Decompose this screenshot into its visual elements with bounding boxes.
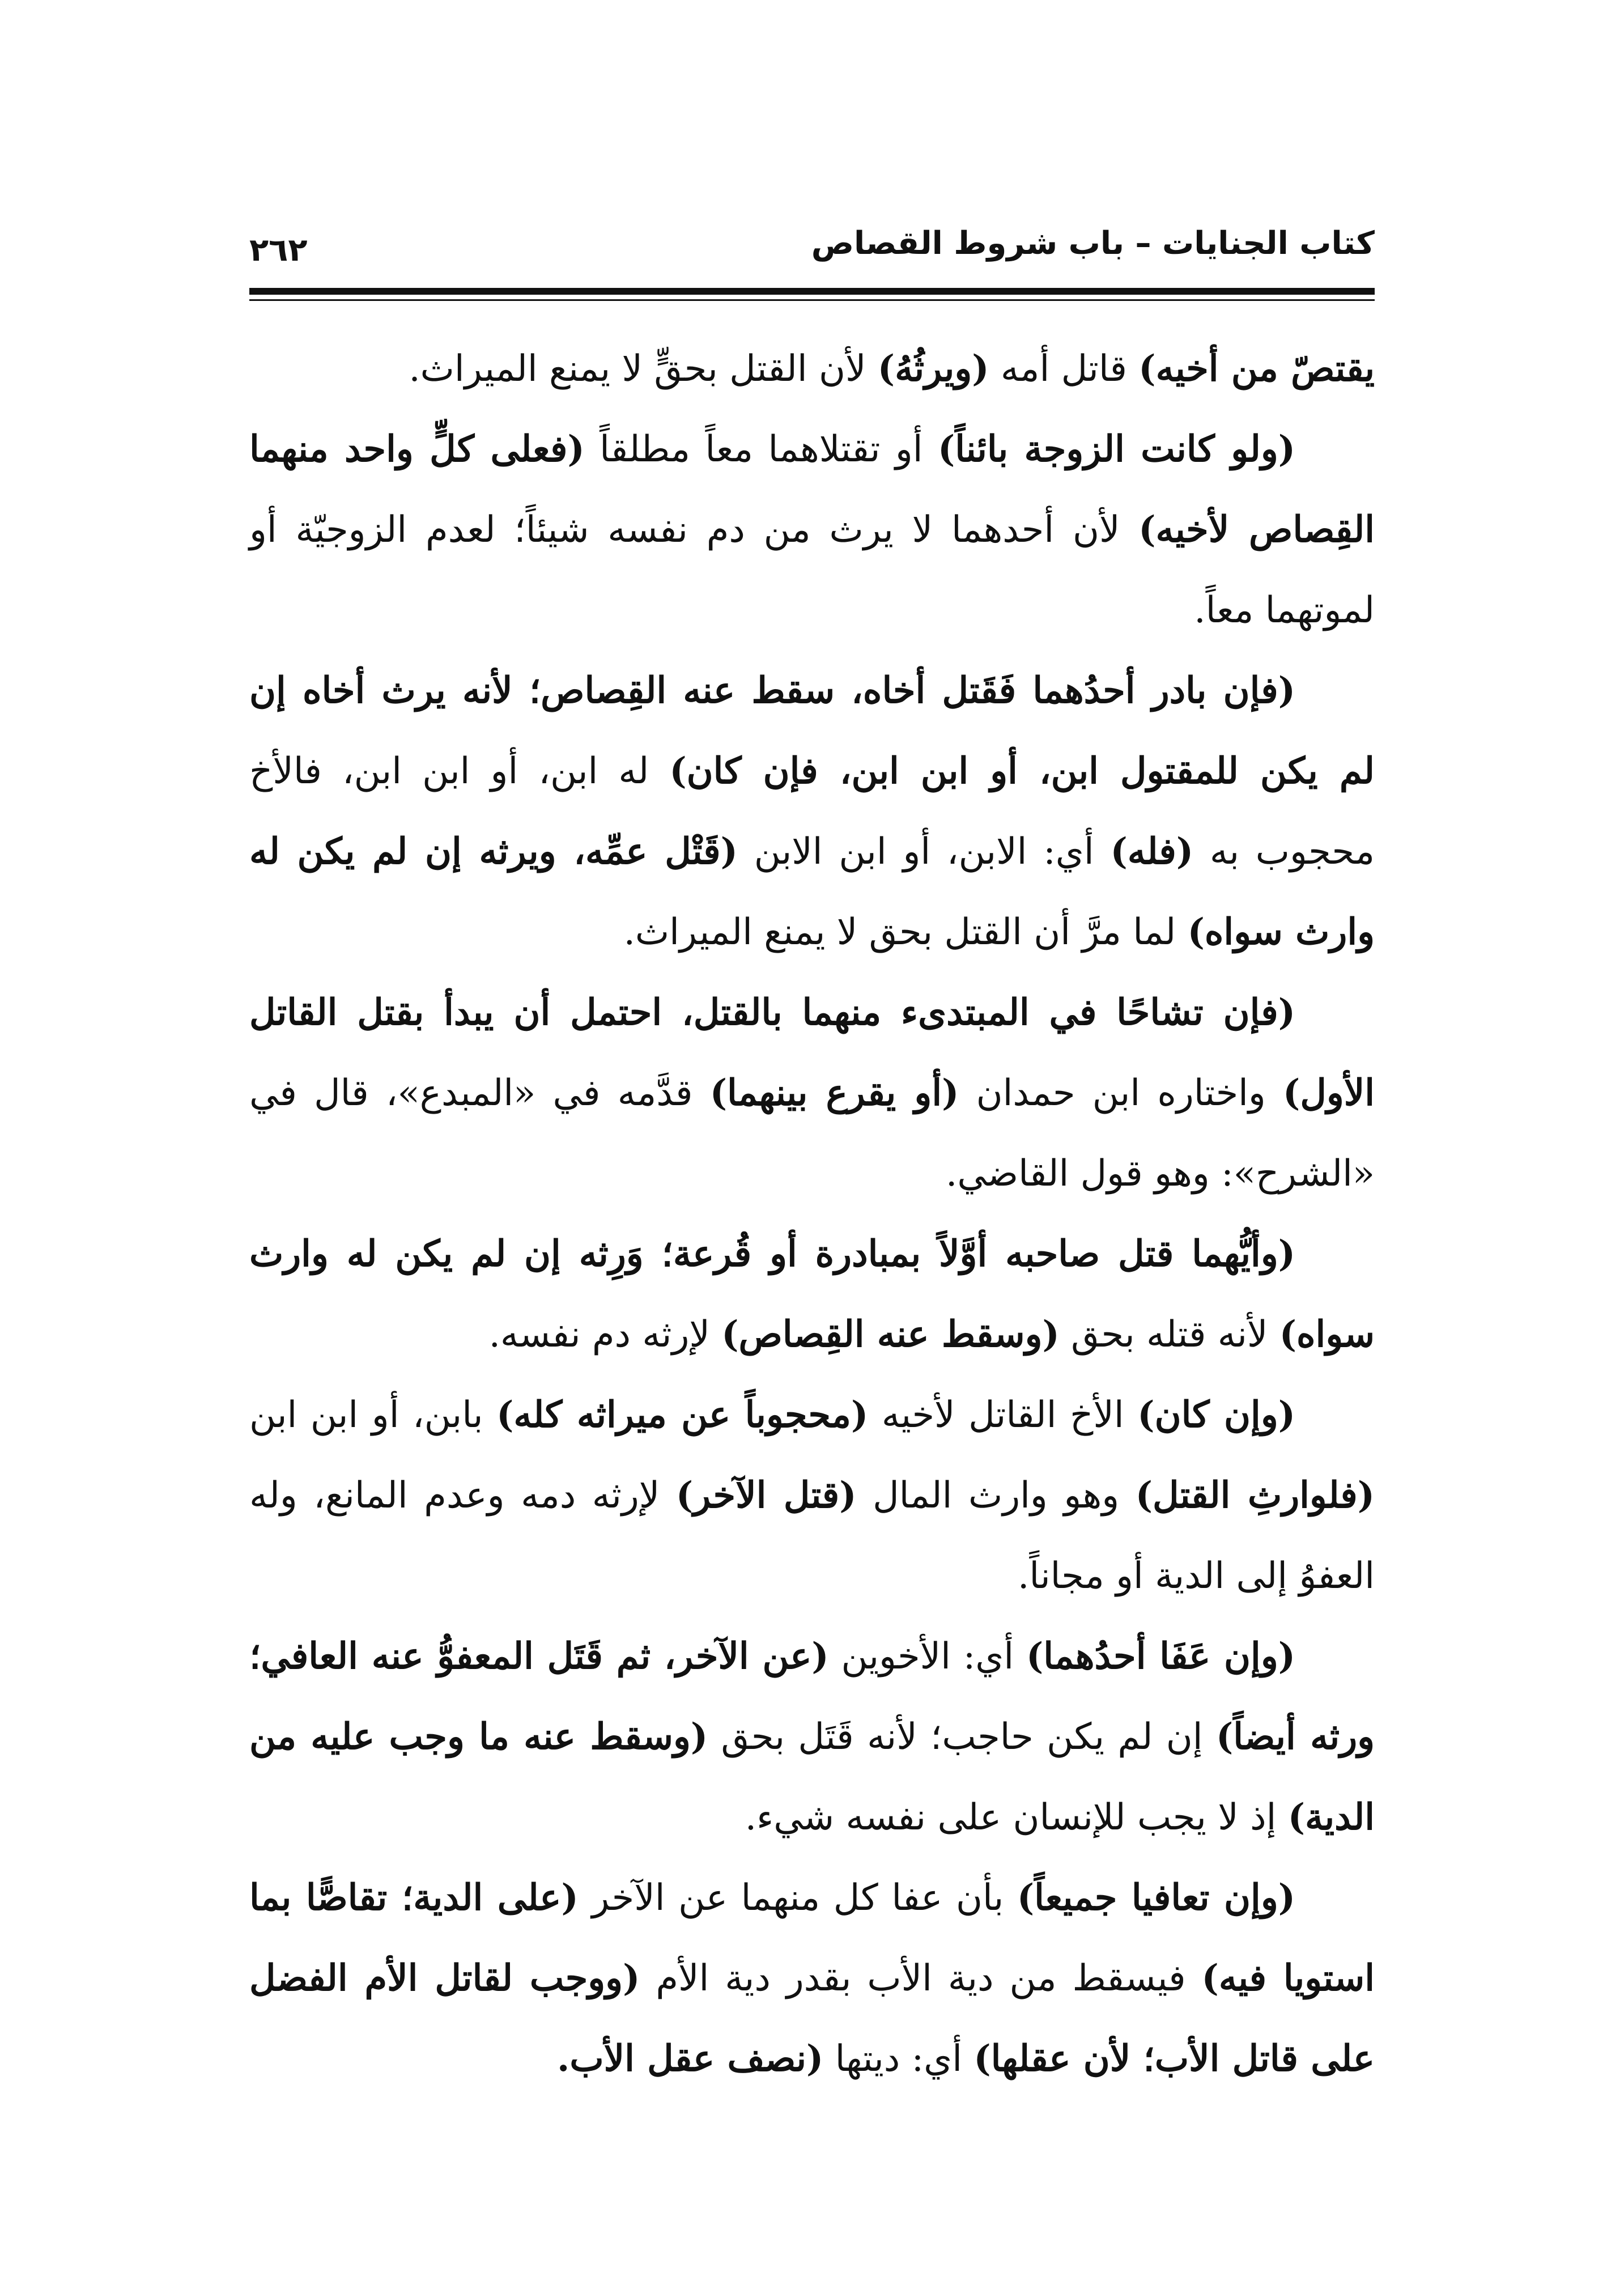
matn-text: (ويرثُهُ) bbox=[877, 347, 989, 390]
sharh-text: له ابن، أو ابن ابن، فالأخ محجوب به bbox=[249, 750, 1375, 873]
sharh-text: لما مرَّ أن القتل بحق لا يمنع الميراث. bbox=[623, 911, 1188, 953]
matn-text: (فإن بادر أحدُهما فَقَتل أخاه، سقط عنه القِصاص؛ لأنه يرث أخاه إن لم يكن للمقتول ابن، أو ابن ابن، فإن كان) bbox=[249, 669, 1375, 792]
matn-text: (وأيُّهما قتل صاحبه أوَّلاً بمبادرة أو قُرعة؛ وَرِثه إن لم يكن له وارث سواه) bbox=[249, 1233, 1375, 1356]
matn-text: (فله) bbox=[1110, 830, 1194, 873]
matn-text: (وإن تعافيا جميعاً) bbox=[1017, 1876, 1296, 1919]
paragraph bbox=[249, 651, 1375, 973]
paragraph bbox=[249, 1214, 1375, 1375]
sharh-text: أي: الابن، أو ابن الابن bbox=[737, 831, 1111, 873]
sharh-text: أي: ديتها bbox=[823, 2038, 974, 2080]
running-header bbox=[249, 218, 1375, 292]
paragraph bbox=[249, 409, 1375, 651]
sharh-text: قدَّمه في «المبدع»، قال في «الشرح»: وهو قول القاضي. bbox=[249, 1072, 1375, 1195]
matn-text: (ووجب لقاتل الأم الفضل على قاتل الأب؛ لأن عقلها) bbox=[249, 1957, 1375, 2080]
sharh-text: لأن أحدهما لا يرث من دم نفسه شيئاً؛ لعدم الزوجيّة أو لموتهما معاً. bbox=[249, 509, 1375, 631]
sharh-text: لأنه قتله بحق bbox=[1059, 1314, 1279, 1356]
sharh-text: إذ لا يجب للإنسان على نفسه شيء. bbox=[745, 1797, 1288, 1838]
matn-text: (وسقط عنه القِصاص) bbox=[721, 1313, 1060, 1356]
sharh-text: قاتل أمه bbox=[989, 348, 1139, 390]
matn-text: (فلوارثِ القتل) bbox=[1135, 1474, 1375, 1517]
matn-text: (قتل الآخر) bbox=[675, 1474, 857, 1517]
matn-text: (ولو كانت الزوجة بائناً) bbox=[937, 428, 1296, 470]
sharh-text: وهو وارث المال bbox=[856, 1475, 1136, 1517]
paragraph bbox=[249, 1375, 1375, 1616]
sharh-text: لأن القتل بحقٍّ لا يمنع الميراث. bbox=[409, 348, 878, 390]
matn-text: (عن الآخر، ثم قَتَل المعفوُّ عنه العافي؛ ورثه أيضاً) bbox=[249, 1635, 1375, 1758]
matn-text: (فعلى كلٍّ واحد منهما القِصاص لأخيه) bbox=[249, 428, 1375, 551]
sharh-text: إن لم يكن حاجب؛ لأنه قَتَل بحق bbox=[708, 1716, 1216, 1758]
body-text bbox=[249, 329, 1375, 2099]
matn-text: يقتصّ من أخيه) bbox=[1138, 347, 1375, 390]
sharh-text: بأن عفا كل منهما عن الآخر bbox=[578, 1877, 1017, 1919]
sharh-text: أي: الأخوين bbox=[828, 1636, 1027, 1678]
running-header-title: كتاب الجنايات – باب شروط القصاص bbox=[811, 225, 1375, 262]
matn-text: (وإن عَفَا أحدُهما) bbox=[1026, 1635, 1296, 1678]
matn-text: (أو يقرع بينهما) bbox=[709, 1072, 959, 1114]
page-number: ٢٦٢ bbox=[249, 232, 308, 269]
paragraph bbox=[249, 1616, 1375, 1858]
matn-text: (قَتْل عمِّه، ويرثه إن لم يكن له وارث سواه) bbox=[249, 830, 1375, 953]
matn-text: (محجوباً عن ميراثه كله) bbox=[496, 1394, 869, 1436]
sharh-text: لإرثه دم نفسه. bbox=[488, 1314, 722, 1356]
header-rule-thin bbox=[249, 299, 1375, 301]
paragraph bbox=[249, 1858, 1375, 2099]
sharh-text: الأخ القاتل لأخيه bbox=[868, 1394, 1138, 1436]
paragraph bbox=[249, 973, 1375, 1214]
matn-text: (فإن تشاحًا في المبتدىء منهما بالقتل، احتمل أن يبدأ بقتل القاتل الأول) bbox=[249, 991, 1375, 1114]
sharh-text: بابن، أو ابن ابن bbox=[249, 1394, 497, 1436]
matn-text: (نصف عقل الأب. bbox=[557, 2037, 824, 2080]
sharh-text: فيسقط من دية الأب بقدر دية الأم bbox=[640, 1957, 1202, 1999]
sharh-text: واختاره ابن حمدان bbox=[959, 1072, 1283, 1114]
matn-text: (وسقط عنه ما وجب عليه من الدية) bbox=[249, 1715, 1375, 1838]
sharh-text: لإرثه دمه وعدم المانع، وله العفوُ إلى الدية أو مجاناً. bbox=[249, 1475, 1375, 1597]
header-rule-thick bbox=[249, 288, 1375, 295]
paragraph bbox=[249, 329, 1375, 409]
sharh-text: أو تقتلاهما معاً مطلقاً bbox=[584, 428, 938, 470]
matn-text: (وإن كان) bbox=[1137, 1394, 1296, 1436]
matn-text: (على الدية؛ تقاصًّا بما استويا فيه) bbox=[249, 1876, 1375, 1999]
